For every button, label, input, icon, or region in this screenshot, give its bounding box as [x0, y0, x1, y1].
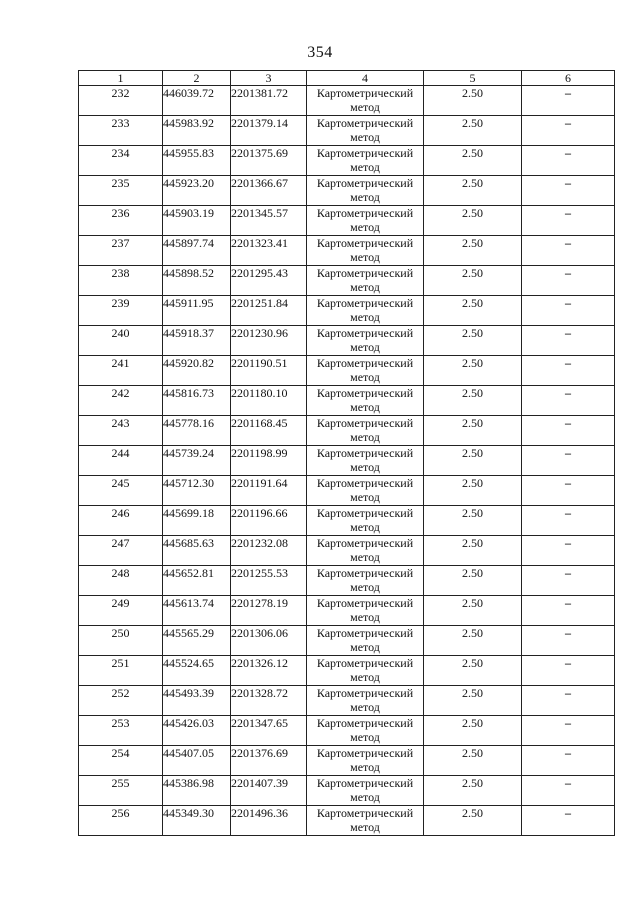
x-coordinate-cell: 445911.95 [163, 296, 231, 326]
accuracy-cell: 2.50 [424, 566, 522, 596]
x-coordinate-cell: 445983.92 [163, 116, 231, 146]
description-cell: – [522, 416, 615, 446]
description-cell: – [522, 206, 615, 236]
method-text-line1: Картометрический [316, 806, 414, 820]
accuracy-cell: 2.50 [424, 776, 522, 806]
method-cell [307, 746, 424, 776]
method-text-line2: метод [350, 430, 380, 444]
point-number-cell: 242 [79, 386, 163, 416]
accuracy-cell: 2.50 [424, 806, 522, 836]
y-coordinate-cell: 2201326.12 [231, 656, 307, 686]
accuracy-cell: 2.50 [424, 266, 522, 296]
y-coordinate-cell: 2201407.39 [231, 776, 307, 806]
x-coordinate-cell: 445349.30 [163, 806, 231, 836]
method-text-line2: метод [350, 730, 380, 744]
x-coordinate-cell: 445426.03 [163, 716, 231, 746]
point-number-cell: 246 [79, 506, 163, 536]
accuracy-cell: 2.50 [424, 146, 522, 176]
accuracy-cell: 2.50 [424, 716, 522, 746]
x-coordinate-cell: 445565.29 [163, 626, 231, 656]
table-row [79, 326, 615, 356]
point-number-cell: 232 [79, 86, 163, 116]
method-text-line1: Картометрический [316, 596, 414, 610]
table-row [79, 266, 615, 296]
point-number-cell: 238 [79, 266, 163, 296]
x-coordinate-cell: 445816.73 [163, 386, 231, 416]
accuracy-cell: 2.50 [424, 746, 522, 776]
description-cell: – [522, 536, 615, 566]
accuracy-cell: 2.50 [424, 86, 522, 116]
x-coordinate-cell: 445652.81 [163, 566, 231, 596]
y-coordinate-cell: 2201198.99 [231, 446, 307, 476]
method-cell [307, 386, 424, 416]
method-cell [307, 626, 424, 656]
y-coordinate-cell: 2201190.51 [231, 356, 307, 386]
y-coordinate-cell: 2201328.72 [231, 686, 307, 716]
accuracy-cell: 2.50 [424, 176, 522, 206]
method-cell [307, 536, 424, 566]
y-coordinate-cell: 2201379.14 [231, 116, 307, 146]
method-text-line1: Картометрический [316, 86, 414, 100]
x-coordinate-cell: 445920.82 [163, 356, 231, 386]
y-coordinate-cell: 2201347.65 [231, 716, 307, 746]
x-coordinate-cell: 445955.83 [163, 146, 231, 176]
point-number-cell: 255 [79, 776, 163, 806]
column-header: 6 [522, 71, 615, 86]
point-number-cell: 239 [79, 296, 163, 326]
y-coordinate-cell: 2201196.66 [231, 506, 307, 536]
point-number-cell: 254 [79, 746, 163, 776]
table-row [79, 206, 615, 236]
method-text-line1: Картометрический [316, 566, 414, 580]
method-cell [307, 776, 424, 806]
y-coordinate-cell: 2201191.64 [231, 476, 307, 506]
x-coordinate-cell: 445613.74 [163, 596, 231, 626]
description-cell: – [522, 656, 615, 686]
method-cell [307, 116, 424, 146]
y-coordinate-cell: 2201278.19 [231, 596, 307, 626]
column-header: 1 [79, 71, 163, 86]
table-row [79, 176, 615, 206]
point-number-cell: 233 [79, 116, 163, 146]
method-text-line1: Картометрический [316, 386, 414, 400]
method-text-line1: Картометрический [316, 626, 414, 640]
x-coordinate-cell: 445903.19 [163, 206, 231, 236]
method-text-line1: Картометрический [316, 416, 414, 430]
y-coordinate-cell: 2201323.41 [231, 236, 307, 266]
coordinates-table [78, 70, 615, 836]
method-text-line2: метод [350, 400, 380, 414]
accuracy-cell: 2.50 [424, 686, 522, 716]
x-coordinate-cell: 445918.37 [163, 326, 231, 356]
method-cell [307, 506, 424, 536]
y-coordinate-cell: 2201366.67 [231, 176, 307, 206]
point-number-cell: 245 [79, 476, 163, 506]
accuracy-cell: 2.50 [424, 386, 522, 416]
description-cell: – [522, 806, 615, 836]
y-coordinate-cell: 2201251.84 [231, 296, 307, 326]
y-coordinate-cell: 2201232.08 [231, 536, 307, 566]
method-cell [307, 266, 424, 296]
table-row [79, 356, 615, 386]
table-header-row [79, 71, 615, 86]
x-coordinate-cell: 445898.52 [163, 266, 231, 296]
y-coordinate-cell: 2201375.69 [231, 146, 307, 176]
x-coordinate-cell: 445739.24 [163, 446, 231, 476]
y-coordinate-cell: 2201306.06 [231, 626, 307, 656]
column-header: 5 [424, 71, 522, 86]
description-cell: – [522, 716, 615, 746]
description-cell: – [522, 746, 615, 776]
method-text-line1: Картометрический [316, 296, 414, 310]
x-coordinate-cell: 445407.05 [163, 746, 231, 776]
method-text-line1: Картометрический [316, 116, 414, 130]
table-row [79, 416, 615, 446]
method-text-line1: Картометрический [316, 446, 414, 460]
method-text-line2: метод [350, 490, 380, 504]
description-cell: – [522, 266, 615, 296]
method-text-line1: Картометрический [316, 716, 414, 730]
column-header: 2 [163, 71, 231, 86]
point-number-cell: 253 [79, 716, 163, 746]
point-number-cell: 244 [79, 446, 163, 476]
table-body [79, 86, 615, 836]
method-text-line2: метод [350, 820, 380, 834]
description-cell: – [522, 296, 615, 326]
method-text-line1: Картометрический [316, 536, 414, 550]
table-row [79, 626, 615, 656]
method-text-line1: Картометрический [316, 506, 414, 520]
accuracy-cell: 2.50 [424, 656, 522, 686]
method-cell [307, 176, 424, 206]
description-cell: – [522, 356, 615, 386]
accuracy-cell: 2.50 [424, 536, 522, 566]
y-coordinate-cell: 2201168.45 [231, 416, 307, 446]
method-cell [307, 446, 424, 476]
method-text-line1: Картометрический [316, 686, 414, 700]
y-coordinate-cell: 2201345.57 [231, 206, 307, 236]
method-text-line2: метод [350, 640, 380, 654]
y-coordinate-cell: 2201180.10 [231, 386, 307, 416]
accuracy-cell: 2.50 [424, 116, 522, 146]
x-coordinate-cell: 445386.98 [163, 776, 231, 806]
method-cell [307, 296, 424, 326]
accuracy-cell: 2.50 [424, 236, 522, 266]
method-cell [307, 686, 424, 716]
method-cell [307, 86, 424, 116]
accuracy-cell: 2.50 [424, 356, 522, 386]
point-number-cell: 248 [79, 566, 163, 596]
x-coordinate-cell: 445524.65 [163, 656, 231, 686]
description-cell: – [522, 506, 615, 536]
description-cell: – [522, 446, 615, 476]
y-coordinate-cell: 2201295.43 [231, 266, 307, 296]
method-cell [307, 206, 424, 236]
point-number-cell: 235 [79, 176, 163, 206]
y-coordinate-cell: 2201230.96 [231, 326, 307, 356]
y-coordinate-cell: 2201376.69 [231, 746, 307, 776]
y-coordinate-cell: 2201381.72 [231, 86, 307, 116]
table-row [79, 566, 615, 596]
method-cell [307, 236, 424, 266]
point-number-cell: 237 [79, 236, 163, 266]
table-row [79, 776, 615, 806]
table-row [79, 716, 615, 746]
table-row [79, 386, 615, 416]
description-cell: – [522, 146, 615, 176]
method-text-line1: Картометрический [316, 476, 414, 490]
table-row [79, 506, 615, 536]
method-text-line1: Картометрический [316, 176, 414, 190]
table-row [79, 656, 615, 686]
accuracy-cell: 2.50 [424, 626, 522, 656]
method-text-line2: метод [350, 370, 380, 384]
accuracy-cell: 2.50 [424, 206, 522, 236]
table-row [79, 146, 615, 176]
table-row [79, 596, 615, 626]
point-number-cell: 241 [79, 356, 163, 386]
method-text-line2: метод [350, 550, 380, 564]
table-row [79, 296, 615, 326]
description-cell: – [522, 236, 615, 266]
x-coordinate-cell: 446039.72 [163, 86, 231, 116]
method-text-line2: метод [350, 100, 380, 114]
method-text-line2: метод [350, 310, 380, 324]
method-text-line2: метод [350, 130, 380, 144]
description-cell: – [522, 386, 615, 416]
method-text-line1: Картометрический [316, 776, 414, 790]
table-row [79, 446, 615, 476]
x-coordinate-cell: 445712.30 [163, 476, 231, 506]
table-row [79, 746, 615, 776]
table-row [79, 236, 615, 266]
table-row [79, 116, 615, 146]
method-text-line1: Картометрический [316, 236, 414, 250]
point-number-cell: 234 [79, 146, 163, 176]
method-text-line1: Картометрический [316, 746, 414, 760]
method-text-line2: метод [350, 280, 380, 294]
method-text-line2: метод [350, 580, 380, 594]
accuracy-cell: 2.50 [424, 506, 522, 536]
x-coordinate-cell: 445923.20 [163, 176, 231, 206]
method-cell [307, 416, 424, 446]
method-text-line1: Картометрический [316, 326, 414, 340]
description-cell: – [522, 776, 615, 806]
x-coordinate-cell: 445493.39 [163, 686, 231, 716]
method-text-line1: Картометрический [316, 656, 414, 670]
method-cell [307, 656, 424, 686]
method-text-line2: метод [350, 190, 380, 204]
accuracy-cell: 2.50 [424, 476, 522, 506]
accuracy-cell: 2.50 [424, 326, 522, 356]
table-row [79, 536, 615, 566]
method-text-line1: Картометрический [316, 146, 414, 160]
point-number-cell: 249 [79, 596, 163, 626]
method-text-line2: метод [350, 160, 380, 174]
column-header: 3 [231, 71, 307, 86]
description-cell: – [522, 686, 615, 716]
table-row [79, 806, 615, 836]
point-number-cell: 247 [79, 536, 163, 566]
accuracy-cell: 2.50 [424, 296, 522, 326]
page-number: 354 [307, 44, 333, 61]
method-cell [307, 716, 424, 746]
method-text-line2: метод [350, 700, 380, 714]
table-row [79, 476, 615, 506]
method-text-line2: метод [350, 340, 380, 354]
point-number-cell: 240 [79, 326, 163, 356]
method-cell [307, 476, 424, 506]
table-row [79, 686, 615, 716]
description-cell: – [522, 566, 615, 596]
point-number-cell: 243 [79, 416, 163, 446]
x-coordinate-cell: 445699.18 [163, 506, 231, 536]
accuracy-cell: 2.50 [424, 596, 522, 626]
method-cell [307, 146, 424, 176]
point-number-cell: 256 [79, 806, 163, 836]
method-text-line2: метод [350, 790, 380, 804]
x-coordinate-cell: 445897.74 [163, 236, 231, 266]
table-row [79, 86, 615, 116]
accuracy-cell: 2.50 [424, 416, 522, 446]
point-number-cell: 251 [79, 656, 163, 686]
x-coordinate-cell: 445778.16 [163, 416, 231, 446]
description-cell: – [522, 326, 615, 356]
y-coordinate-cell: 2201496.36 [231, 806, 307, 836]
point-number-cell: 252 [79, 686, 163, 716]
method-cell [307, 356, 424, 386]
method-text-line2: метод [350, 520, 380, 534]
point-number-cell: 250 [79, 626, 163, 656]
column-header: 4 [307, 71, 424, 86]
method-text-line1: Картометрический [316, 266, 414, 280]
method-text-line2: метод [350, 610, 380, 624]
method-text-line1: Картометрический [316, 206, 414, 220]
method-cell [307, 596, 424, 626]
method-cell [307, 326, 424, 356]
y-coordinate-cell: 2201255.53 [231, 566, 307, 596]
method-text-line1: Картометрический [316, 356, 414, 370]
method-text-line2: метод [350, 250, 380, 264]
point-number-cell: 236 [79, 206, 163, 236]
method-cell [307, 566, 424, 596]
description-cell: – [522, 86, 615, 116]
description-cell: – [522, 116, 615, 146]
method-text-line2: метод [350, 760, 380, 774]
description-cell: – [522, 596, 615, 626]
accuracy-cell: 2.50 [424, 446, 522, 476]
method-text-line2: метод [350, 220, 380, 234]
method-cell [307, 806, 424, 836]
description-cell: – [522, 626, 615, 656]
method-text-line2: метод [350, 460, 380, 474]
description-cell: – [522, 176, 615, 206]
method-text-line2: метод [350, 670, 380, 684]
x-coordinate-cell: 445685.63 [163, 536, 231, 566]
description-cell: – [522, 476, 615, 506]
